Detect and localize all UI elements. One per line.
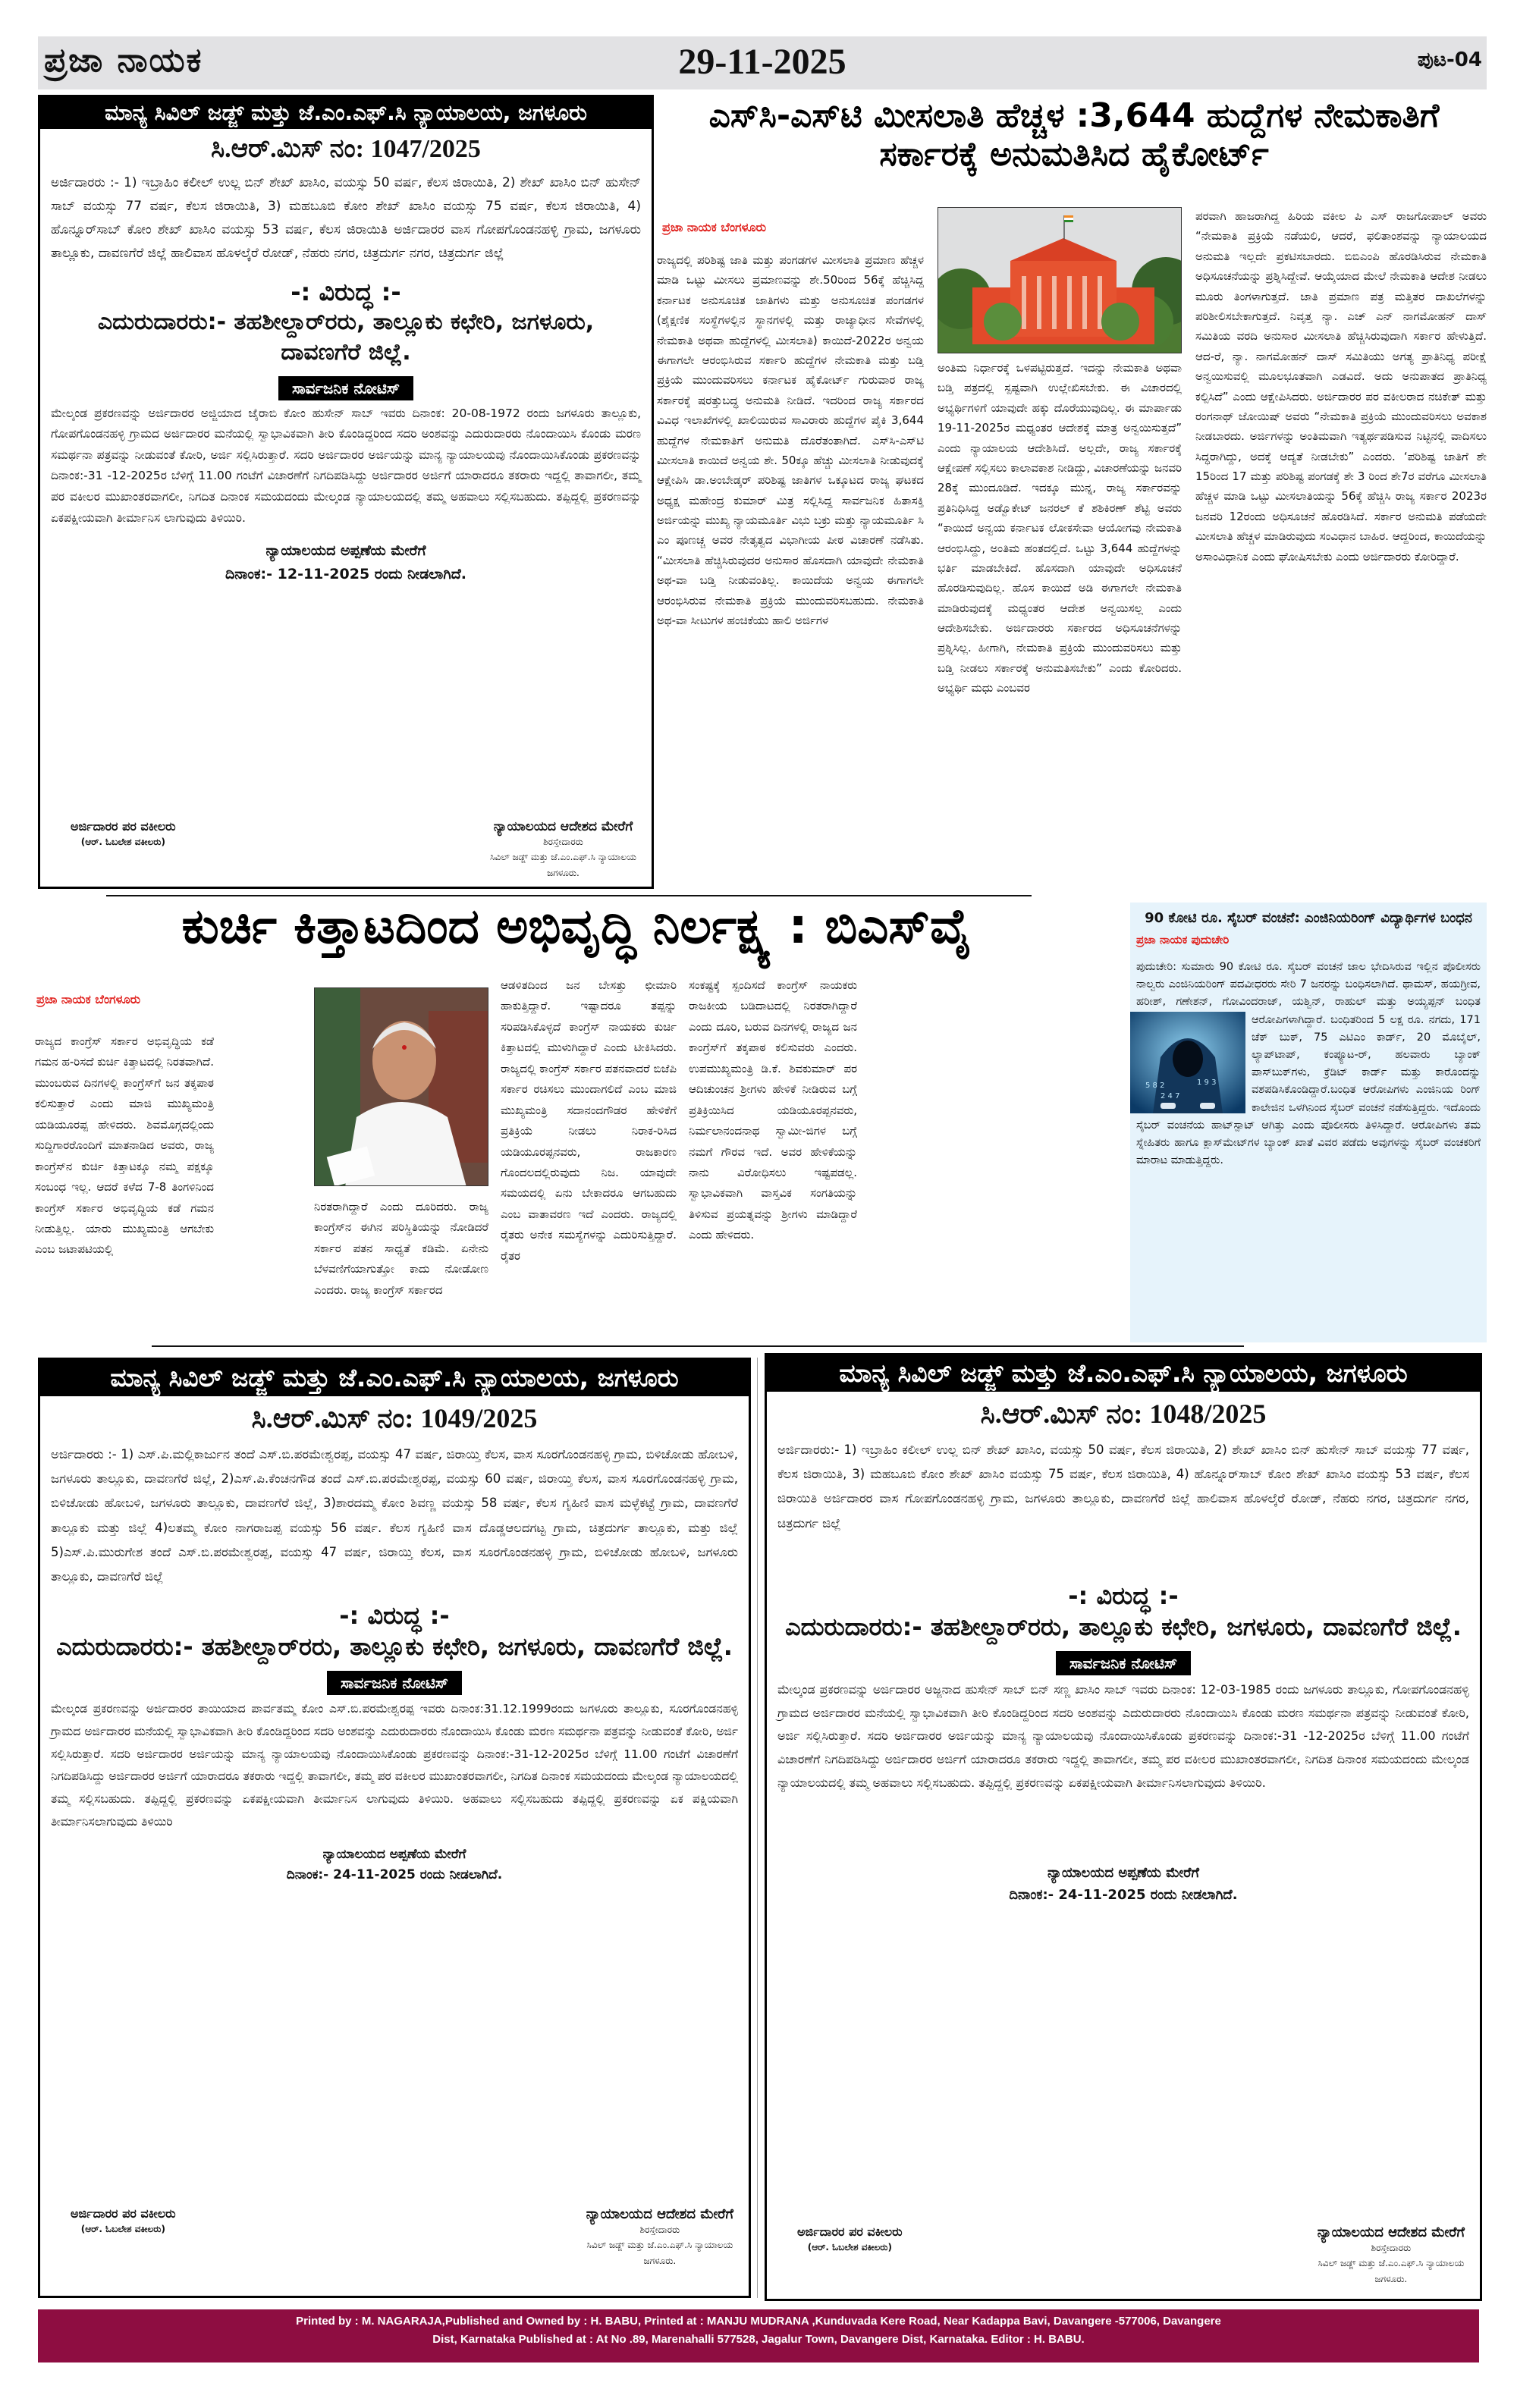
- public-notice-label: ಸಾರ್ವಜನಿಕ ನೋಟಿಸ್: [327, 1671, 462, 1695]
- divider-line: [106, 895, 1032, 896]
- advocate-title: ಅರ್ಜಿದಾರರ ಪರ ವಕೀಲರು: [71, 2206, 176, 2221]
- public-notice-label: ಸಾರ್ವಜನಿಕ ನೋಟಿಸ್: [278, 376, 413, 400]
- respondents: ಎದುರುದಾರರು:- ತಹಶೀಲ್ದಾರ್‌ರರು, ತಾಲ್ಲೂಕು ಕಛೇರಿ, ಜಗಳೂರು, ದಾವಣಗೆರೆ ಜಿಲ್ಲೆ.: [97, 308, 595, 366]
- sheristedar: ಶಿರಸ್ತೇದಾರರು: [639, 2224, 680, 2235]
- public-notice-label: ಸಾರ್ವಜನಿಕ ನೋಟಿಸ್: [1056, 1651, 1191, 1675]
- yediyurappa-image: [315, 988, 488, 1186]
- hacker-photo: [1130, 1012, 1245, 1113]
- hc-dateline: ಪ್ರಜಾ ನಾಯಕ ಬೆಂಗಳೂರು: [662, 220, 767, 234]
- page-number: ಪುಟ-04: [1417, 49, 1482, 71]
- newspaper-name: ಪ್ರಜಾ ನಾಯಕ: [44, 41, 203, 80]
- court-order-title: ನ್ಯಾಯಾಲಯದ ಆದೇಶದ ಮೇರೆಗೆ: [586, 2206, 733, 2222]
- notice-body: ಮೇಲ್ಕಂಡ ಪ್ರಕರಣವನ್ನು ಅರ್ಜಿದಾರರ ಅಜ್ಜಿಯಾದ ಜೈರಾಬಿ ಕೋಂ ಹುಸೇನ್ ಸಾಬ್ ಇವರು ದಿನಾಂಕ: 20-08-1972 ರಂದು ಜಗಳೂರು ತಾಲ್ಲೂಕು, ಗೋಪಗೊಂಡನಹಳ್ಳಿ ಗ್ರಾಮದ ಅರ್ಜಿದಾರರ ಮನೆಯಲ್ಲಿ ಸ್ವಾಭಾವಿಕವಾಗಿ ತೀರಿ ಕೊಂಡಿದ್ದರಿಂದ ಸದರಿ ಅಂಶವನ್ನು ಎದುರುದಾರರು ನೊಂದಾಯಿಸಿ ಕೊಂಡು ಮರಣ ಸಮರ್ಥನಾ ಪತ್ರವನ್ನು ನೀಡುವಂತೆ ಕೋರಿ, ಅರ್ಜಿ ಸಲ್ಲಿಸಿರುತ್ತಾರೆ. ಸದರಿ ಅರ್ಜಿದಾರರ ಅರ್ಜಿಯನ್ನು ಮಾನ್ಯ ನ್ಯಾಯಾಲಯವು ನೊಂದಾಯಿಸಿಕೊಂಡು ಪ್ರಕರಣವನ್ನು ದಿನಾಂಕ:-31 -12-2025ರ ಬೆಳಿಗ್ಗೆ 11.00 ಗಂಟೆಗೆ ವಿಚಾರಣೆಗೆ ನಿಗದಿಪಡಿಸಿದ್ದು ಅರ್ಜಿದಾರರ ಅರ್ಜಿಗೆ ಯಾರಾದರೂ ತಕರಾರು ಇದ್ದಲ್ಲಿ ತಾವಾಗಲೀ, ತಮ್ಮ ಪರ ವಕೀಲರ ಮುಖಾಂತರವಾಗಲೀ, ನಿಗದಿತ ದಿನಾಂಕ ಸಮಯದಂದು ಮೇಲ್ಕಂಡ ನ್ಯಾಯಾಲಯದಲ್ಲಿ ತಮ್ಮ ಅಹವಾಲು ಸಲ್ಲಿಸಬಹುದು. ತಪ್ಪಿದ್ದಲ್ಲಿ ಪ್ರಕರಣವನ್ನು ಏಕಪಕ್ಷೀಯವಾಗಿ ತೀರ್ಮಾನಿಸ ಲಾಗುವುದು ತಿಳಿಯಿರಿ.: [51, 406, 641, 525]
- case-number: ಸಿ.ಆರ್.ಮಿಸ್ ನಂ: 1047/2025: [211, 135, 481, 163]
- court-name-bar: ಮಾನ್ಯ ಸಿವಿಲ್ ಜಡ್ಜ್ ಮತ್ತು ಜೆ.ಎಂ.ಎಫ್.ಸಿ ನ್ಯಾಯಾಲಯ, ಜಗಳೂರು: [767, 1355, 1480, 1392]
- case-number: ಸಿ.ಆರ್.ಮಿಸ್ ನಂ: 1049/2025: [251, 1403, 538, 1433]
- applicants: ಅರ್ಜಿದಾರರು :- 1) ಇಬ್ರಾಹಿಂ ಕಲೀಲ್ ಉಲ್ಲ ಬಿನ್ ಶೇಖ್ ಖಾಸಿಂ, ವಯಸ್ಸು 50 ವರ್ಷ, ಕೆಲಸ ಜಿರಾಯಿತಿ, 2) ಶೇಖ್ ಖಾಸಿಂ ಬಿನ್ ಹುಸೇನ್ ಸಾಬ್ ವಯಸ್ಸು 77 ವರ್ಷ, ಕೆಲಸ ಜಿರಾಯಿತಿ, 3) ಮಹಬೂಬಿ ಕೋಂ ಶೇಖ್ ಖಾಸಿಂ ವಯಸ್ಸು 75 ವರ್ಷ, ಕೆಲಸ ಜಿರಾಯಿತಿ, 4) ಹೊನ್ನೂರ್‌ಸಾಬ್ ಕೋಂ ಶೇಖ್ ಖಾಸಿಂ ವಯಸ್ಸು 53 ವರ್ಷ, ಕೆಲಸ ಜಿರಾಯಿತಿ ಅರ್ಜಿದಾರರ ವಾಸ ಗೋಪಗೊಂಡನಹಳ್ಳಿ ಗ್ರಾಮ, ಜಗಳೂರು ತಾಲ್ಲೂಕು, ದಾವಣಗೆರೆ ಜಿಲ್ಲೆ ಹಾಲಿವಾಸ ಹೊಳಲ್ಕೆರೆ ರೋಡ್, ನೆಹರು ನಗರ, ಚಿತ್ರದುರ್ಗ ನಗರ, ಚಿತ್ರದುರ್ಗ ಜಿಲ್ಲೆ: [51, 175, 641, 261]
- court-notice-1047: [38, 95, 654, 889]
- court-line: ಸಿವಿಲ್ ಜಡ್ಜ್ ಮತ್ತು ಜೆ.ಎಂ.ಎಫ್.ಸಿ ನ್ಯಾಯಾಲಯ: [490, 852, 636, 863]
- cyber-fraud-box: [1130, 903, 1487, 1342]
- signatures: [40, 819, 652, 881]
- hc-column-1: ರಾಜ್ಯದಲ್ಲಿ ಪರಿಶಿಷ್ಟ ಜಾತಿ ಮತ್ತು ಪಂಗಡಗಳ ಮೀಸಲಾತಿ ಪ್ರಮಾಣ ಹೆಚ್ಚಳ ಮಾಡಿ ಒಟ್ಟು ಮೀಸಲು ಪ್ರಮಾಣವನ್ನು ಶೇ.50ರಿಂದ 56ಕ್ಕೆ ಹೆಚ್ಚಿಸಿದ್ದ ಕರ್ನಾಟಕ ಅನುಸೂಚಿತ ಜಾತಿಗಳು ಮತ್ತು ಅನುಸೂಚಿತ ಪಂಗಡಗಳ (ಶೈಕ್ಷಣಿಕ ಸಂಸ್ಥೆಗಳಲ್ಲಿನ ಸ್ಥಾನಗಳಲ್ಲಿ ಮತ್ತು ರಾಜ್ಯಾಧೀನ ಸೇವೆಗಳಲ್ಲಿ ನೇಮಕಾತಿ ಅಥವಾ ಹುದ್ದೆಗಳಲ್ಲಿ ಮೀಸಲಾತಿ) ಕಾಯಿದೆ-2022ರ ಅನ್ವಯ ಈಗಾಗಲೇ ಆರಂಭಿಸಿರುವ ಸರ್ಕಾರಿ ಹುದ್ದೆಗಳ ನೇಮಕಾತಿ ಮತ್ತು ಬಡ್ತಿ ಪ್ರಕ್ರಿಯೆ ಮುಂದುವರಿಸಲು ಕರ್ನಾಟಕ ಹೈಕೋರ್ಟ್ ಗುರುವಾರ ರಾಜ್ಯ ಸರ್ಕಾರಕ್ಕೆ ಷರತ್ತುಬದ್ಧ ಅನುಮತಿ ನೀಡಿದೆ. ಇದರಿಂದ ರಾಜ್ಯ ಸರ್ಕಾರದ ವಿವಿಧ ಇಲಾಖೆಗಳಲ್ಲಿ ಖಾಲಿಯಿರುವ ಸಾವಿರಾರು ಹುದ್ದೆಗಳ ಪೈಕಿ 3,644 ಹುದ್ದೆಗಳ ನೇಮಕಾತಿಗೆ ಅನುಮತಿ ದೊರೆತಂತಾಗಿದೆ. ಎಸ್‌ಸಿ-ಎಸ್‌ಟಿ ಮೀಸಲಾತಿ ಕಾಯಿದೆ ಅನ್ವಯ ಶೇ. 50ಕ್ಕೂ ಹೆಚ್ಚು ಮೀಸಲಾತಿ ನೀಡುವುದಕ್ಕೆ ಆಕ್ಷೇಪಿಸಿ ಡಾ.ಅಂಬೇಡ್ಕರ್ ಪರಿಶಿಷ್ಟ ಜಾತಿಗಳ ಒಕ್ಕೂಟದ ರಾಜ್ಯ ಘಟಕದ ಅಧ್ಯಕ್ಷ ಮಹೇಂದ್ರ ಕುಮಾರ್ ಮಿತ್ರ ಸಲ್ಲಿಸಿದ್ದ ಸಾರ್ವಜನಿಕ ಹಿತಾಸಕ್ತಿ ಅರ್ಜಿಯನ್ನು ಮುಖ್ಯ ನ್ಯಾಯಮೂರ್ತಿ ವಿಭು ಬಕ್ರು ಮತ್ತು ನ್ಯಾಯಮೂರ್ತಿ ಸಿ ಎಂ ಪೂಣಚ್ಚ ಅವರ ನೇತೃತ್ವದ ವಿಭಾಗೀಯ ಪೀಠ ವಿಚಾರಣೆ ನಡೆಸಿತು. “ಮೀಸಲಾತಿ ಹೆಚ್ಚಿಸಿರುವುದರ ಅನುಸಾರ ಹೊಸದಾಗಿ ಯಾವುದೇ ನೇಮಕಾತಿ ಅಥ-ವಾ ಬಡ್ತಿ ನೀಡುವಂತಿಲ್ಲ. ಕಾಯಿದೆಯ ಅನ್ವಯ ಈಗಾಗಲೇ ಆರಂಭಿಸಿರುವ ನೇಮಕಾತಿ ಪ್ರಕ್ರಿಯೆ ಮುಂದುವರಿಸಬಹುದು. ನೇಮಕಾತಿ ಅಥ-ವಾ ಸೀಟುಗಳ ಹಂಚಿಕೆಯು ಹಾಲಿ ಅರ್ಜಿಗಳ: [657, 253, 924, 628]
- order-block: [40, 539, 652, 586]
- imprint-footer: [38, 2309, 1479, 2362]
- bsy-column-2: ನಿರತರಾಗಿದ್ದಾರೆ ಎಂದು ದೂರಿದರು. ರಾಜ್ಯ ಕಾಂಗ್ರೆಸ್‌ನ ಈಗಿನ ಪರಿಸ್ಥಿತಿಯನ್ನು ನೋಡಿದರೆ ಸರ್ಕಾರ ಪತನ ಸಾಧ್ಯತೆ ಕಡಿಮೆ. ಏನೇನು ಬೆಳವಣಿಗೆಯಾಗುತ್ತೋ ಕಾದು ನೋಡೋಣ ಎಂದರು. ರಾಜ್ಯ ಕಾಂಗ್ರೆಸ್ ಸರ್ಕಾರದ: [314, 1200, 488, 1297]
- cyber-headline: 90 ಕೋಟಿ ರೂ. ಸೈಬರ್ ವಂಚನೆ: ಎಂಜಿನಿಯರಿಂಗ್ ವಿದ್ಯಾರ್ಥಿಗಳ ಬಂಧನ: [1145, 910, 1472, 926]
- court-name-bar: ಮಾನ್ಯ ಸಿವಿಲ್ ಜಡ್ಜ್ ಮತ್ತು ಜೆ.ಎಂ.ಎಫ್.ಸಿ ನ್ಯಾಯಾಲಯ, ಜಗಳೂರು: [40, 1360, 749, 1396]
- advocate-name: (ಆರ್. ಓಬಲೇಶ ವಕೀಲರು): [80, 2223, 165, 2234]
- court-place: ಜಗಳೂರು.: [1374, 2273, 1408, 2284]
- order-label: ನ್ಯಾಯಾಲಯದ ಅಪ್ಪಣೆಯ ಮೇರೆಗೆ: [322, 1846, 466, 1862]
- hc-headline: ಎಸ್‌ಸಿ-ಎಸ್‌ಟಿ ಮೀಸಲಾತಿ ಹೆಚ್ಚಳ :3,644 ಹುದ್ದೆಗಳ ನೇಮಕಾತಿಗೆ ಸರ್ಕಾರಕ್ಕೆ ಅನುಮತಿಸಿದ ಹೈಕೋರ್ಟ್: [708, 96, 1440, 174]
- court-place: ಜಗಳೂರು.: [547, 867, 579, 878]
- court-line: ಸಿವಿಲ್ ಜಡ್ಜ್ ಮತ್ತು ಜೆ.ಎಂ.ಎಫ್.ಸಿ ನ್ಯಾಯಾಲಯ: [1318, 2258, 1465, 2269]
- advocate-title: ಅರ್ಜಿದಾರರ ಪರ ವಕೀಲರು: [797, 2224, 903, 2239]
- advocate-signature: [797, 2224, 903, 2287]
- cyber-body-bottom: ಬಂಧಿತರಿಂದ 5 ಲಕ್ಷ ರೂ. ನಗದು, 171 ಚೆಕ್ ಬುಕ್, 75 ಎಟಿಎಂ ಕಾರ್ಡ್, 20 ಮೊಬೈಲ್, ಲ್ಯಾಪ್‌ಟಾಪ್, ಕಂಪ್ಯೂಟ-ರ್, ಹಲವಾರು ಬ್ಯಾಂಕ್ ಪಾಸ್‌ಬುಕ್‌ಗಳು, ಕ್ರೆಡಿಟ್ ಕಾರ್ಡ್ ಮತ್ತು ಕಾರೊಂದನ್ನು ವಶಪಡಿಸಿಕೊಂಡಿದ್ದಾರೆ.ಬಂಧಿತ ಆರೋಪಿಗಳು ಎಂಜಿನಿಯ ರಿಂಗ್ ಕಾಲೇಜಿನ ಒಳಗಿನಿಂದ ಸೈಬರ್ ವಂಚನೆ ನಡೆಸುತ್ತಿದ್ದರು. ಇದೊಂದು ಸೈಬರ್ ವಂಚನೆಯ ಹಾಟ್‌ಸ್ಪಾಟ್ ಆಗಿತ್ತು ಎಂದು ಪೊಲೀಸರು ತಿಳಿಸಿದ್ದಾರೆ. ಆರೋಪಿಗಳು ತಮ ಸ್ನೇಹಿತರು ಹಾಗೂ ಕ್ಲಾಸ್‌ಮೇಟ್‌ಗಳ ಬ್ಯಾಂಕ್ ಖಾತೆ ವಿವರ ಪಡೆದು ಅವುಗಳನ್ನು ಸೈಬರ್ ವಂಚಕರಿಗೆ ಮಾರಾಟ ಮಾಡುತ್ತಿದ್ದರು.: [1136, 1013, 1481, 1167]
- imprint-line-2: Dist, Karnataka Published at : At No .89, Marenahalli 577528, Jagalur Town, Davangere Dist, Karnataka. Editor : H. BABU.: [432, 2333, 1085, 2346]
- yediyurappa-photo: [314, 987, 488, 1186]
- bsy-column-3: ಆಡಳಿತದಿಂದ ಜನ ಬೇಸತ್ತು ಛೀಮಾರಿ ಹಾಕುತ್ತಿದ್ದಾರೆ. ಇಷ್ಟಾದರೂ ತಪ್ಪನ್ನು ಸರಿಪಡಿಸಿಕೊಳ್ಳದೆ ಕಾಂಗ್ರೆಸ್ ನಾಯಕರು ಕುರ್ಚಿ ಕಿತ್ತಾಟದಲ್ಲಿ ಮುಳುಗಿದ್ದಾರೆ ಎಂದು ಟೀಕಿಸಿದರು. ರಾಜ್ಯದಲ್ಲಿ ಕಾಂಗ್ರೆಸ್ ಸರ್ಕಾರ ಪತನವಾದರೆ ಬಿಜೆಪಿ ಸರ್ಕಾರ ರಚಿಸಲು ಮುಂದಾಗಲಿದೆ ಎಂಬ ಮಾಜಿ ಮುಖ್ಯಮಂತ್ರಿ ಸದಾನಂದಗೌಡರ ಹೇಳಿಕೆಗೆ ಪ್ರತಿಕ್ರಿಯೆ ನೀಡಲು ನಿರಾಕ-ರಿಸಿದ ಯಡಿಯೂರಪ್ಪನವರು, ರಾಜಕಾರಣ ಗೊಂದಲದಲ್ಲಿರುವುದು ನಿಜ. ಯಾವುದೇ ಸಮಯದಲ್ಲಿ ಏನು ಬೇಕಾದರೂ ಆಗಬಹುದು ಎಂಬ ವಾತಾವರಣ ಇದೆ ಎಂದರು. ರಾಜ್ಯದಲ್ಲಿ ರೈತರು ಅನೇಕ ಸಮಸ್ಯೆಗಳನ್ನು ಎದುರಿಸುತ್ತಿದ್ದಾರೆ. ರೈತರ: [501, 978, 677, 1263]
- bsy-column-4: ಸಂಕಷ್ಟಕ್ಕೆ ಸ್ಪಂದಿಸದೆ ಕಾಂಗ್ರೆಸ್ ನಾಯಕರು ರಾಜಕೀಯ ಬಡಿದಾಟದಲ್ಲಿ ನಿರತರಾಗಿದ್ದಾರೆ ಎಂದು ದೂರಿ, ಬರುವ ದಿನಗಳಲ್ಲಿ ರಾಜ್ಯದ ಜನ ಕಾಂಗ್ರೆಸ್‌ಗೆ ತಕ್ಕಪಾಠ ಕಲಿಸುವರು ಎಂದರು. ಉಪಮುಖ್ಯಮಂತ್ರಿ ಡಿ.ಕೆ. ಶಿವಕುಮಾರ್ ಪರ ಆದಿಚುಂಚನ ಶ್ರೀಗಳು ಹೇಳಿಕೆ ನೀಡಿರುವ ಬಗ್ಗೆ ಪ್ರತಿಕ್ರಿಯಿಸಿದ ಯಡಿಯೂರಪ್ಪನವರು, ನಿರ್ಮಲಾನಂದನಾಥ ಸ್ವಾಮೀ-ಜಿಗಳ ಬಗ್ಗೆ ನಮಗೆ ಗೌರವ ಇದೆ. ಅವರ ಹೇಳಿಕೆಯನ್ನು ನಾನು ವಿರೋಧಿಸಲು ಇಷ್ಟಪಡಲ್ಲ. ಸ್ವಾಭಾವಿಕವಾಗಿ ವಾಸ್ತವಿಕ ಸಂಗತಿಯನ್ನು ತಿಳಿಸುವ ಪ್ರಯತ್ನವನ್ನು ಶ್ರೀಗಳು ಮಾಡಿದ್ದಾರೆ ಎಂದು ಹೇಳಿದರು.: [689, 978, 857, 1242]
- advocate-name: (ಆರ್. ಓಬಲೇಶ ವಕೀಲರು): [80, 836, 165, 847]
- svg-text:5 8 2: 5 8 2: [1145, 1081, 1165, 1090]
- versus-label: -: ವಿರುದ್ಧ :-: [339, 1601, 450, 1631]
- divider-line: [152, 1345, 1244, 1347]
- high-court-building-image: [938, 208, 1182, 353]
- issued-date: ದಿನಾಂಕ:- 24-11-2025 ರಂದು ನೀಡಲಾಗಿದೆ.: [286, 1866, 503, 1882]
- svg-text:1 9 3: 1 9 3: [1197, 1078, 1217, 1087]
- high-court-photo: [938, 207, 1182, 353]
- hacker-image: [1130, 1012, 1245, 1113]
- bsy-dateline: ಪ್ರಜಾ ನಾಯಕ ಬೆಂಗಳೂರು: [36, 992, 141, 1006]
- versus-label: -: ವಿರುದ್ಧ :-: [1068, 1581, 1179, 1610]
- advocate-signature: [71, 2206, 176, 2268]
- signatures: [767, 2224, 1480, 2287]
- issued-date: ದಿನಾಂಕ:- 12-11-2025 ರಂದು ನೀಡಲಾಗಿದೆ.: [225, 565, 466, 582]
- cyber-body: [1136, 959, 1481, 1169]
- applicants: ಅರ್ಜಿದಾರರು:- 1) ಇಬ್ರಾಹಿಂ ಕಲೀಲ್ ಉಲ್ಲ ಬಿನ್ ಶೇಖ್ ಖಾಸಿಂ, ವಯಸ್ಸು 50 ವರ್ಷ, ಕೆಲಸ ಜಿರಾಯಿತಿ, 2) ಶೇಖ್ ಖಾಸಿಂ ಬಿನ್ ಹುಸೇನ್ ಸಾಬ್ ವಯಸ್ಸು 77 ವರ್ಷ, ಕೆಲಸ ಜಿರಾಯಿತಿ, 3) ಮಹಬೂಬಿ ಕೋಂ ಶೇಖ್ ಖಾಸಿಂ ವಯಸ್ಸು 75 ವರ್ಷ, ಕೆಲಸ ಜಿರಾಯಿತಿ, 4) ಹೊನ್ನೂರ್‌ಸಾಬ್ ಕೋಂ ಶೇಖ್ ಖಾಸಿಂ ವಯಸ್ಸು 53 ವರ್ಷ, ಕೆಲಸ ಜಿರಾಯಿತಿ ಅರ್ಜಿದಾರರ ವಾಸ ಗೋಪಗೊಂಡನಹಳ್ಳಿ ಗ್ರಾಮ, ಜಗಳೂರು ತಾಲ್ಲೂಕು, ದಾವಣಗೆರೆ ಜಿಲ್ಲೆ ಹಾಲಿವಾಸ ಹೊಳಲ್ಕೆರೆ ರೋಡ್, ನೆಹರು ನಗರ, ಚಿತ್ರದುರ್ಗ ನಗರ, ಚಿತ್ರದುರ್ಗ ಜಿಲ್ಲೆ: [777, 1443, 1469, 1531]
- cyber-dateline: ಪ್ರಜಾ ನಾಯಕ ಪುದುಚೇರಿ: [1136, 933, 1230, 947]
- masthead: [38, 36, 1487, 89]
- sheristedar: ಶಿರಸ್ತೇದಾರರು: [1371, 2242, 1412, 2253]
- issue-date: 29-11-2025: [678, 42, 846, 82]
- advocate-signature: [71, 819, 176, 881]
- court-order-title: ನ್ಯಾಯಾಲಯದ ಆದೇಶದ ಮೇರೆಗೆ: [1317, 2224, 1465, 2240]
- court-signature: [586, 2206, 733, 2268]
- court-line: ಸಿವಿಲ್ ಜಡ್ಜ್ ಮತ್ತು ಜೆ.ಎಂ.ಎಫ್.ಸಿ ನ್ಯಾಯಾಲಯ: [586, 2240, 733, 2251]
- order-block: [40, 1844, 749, 1885]
- court-signature: [490, 819, 636, 881]
- advocate-title: ಅರ್ಜಿದಾರರ ಪರ ವಕೀಲರು: [71, 818, 176, 834]
- cyber-body-top: ಪುದುಚೇರಿ: ಸುಮಾರು 90 ಕೋಟಿ ರೂ. ಸೈಬರ್ ವಂಚನೆ ಜಾಲ ಭೇದಿಸಿರುವ ಇಲ್ಲಿನ ಪೊಲೀಸರು ನಾಲ್ವರು ಎಂಜಿನಿಯರಿಂಗ್ ಪದವೀಧರರು ಸೇರಿ 7 ಜನರನ್ನು ಬಂಧಿಸಲಾಗಿದೆ. ಥಾಮಸ್, ಹಯಗ್ರೀವ, ಹರೀಶ್, ಗಣೇಶನ್, ಗೋವಿಂದರಾಜ್, ಯಶ್ವಿನ್, ರಾಹುಲ್ ಮತ್ತು ಅಯ್ಯಪ್ಪನ್ ಬಂಧಿತ ಆರೋಪಿಗಳಾಗಿದ್ದಾರೆ.: [1136, 961, 1481, 1026]
- hc-column-3: ಪರವಾಗಿ ಹಾಜರಾಗಿದ್ದ ಹಿರಿಯ ವಕೀಲ ಪಿ ಎಸ್ ರಾಜಗೋಪಾಲ್ ಅವರು “ನೇಮಕಾತಿ ಪ್ರಕ್ರಿಯೆ ನಡೆಯಲಿ, ಆದರೆ, ಫಲಿತಾಂಶವನ್ನು ನ್ಯಾಯಾಲಯದ ಅನುಮತಿ ಇಲ್ಲದೇ ಪ್ರಕಟಿಸಬಾರದು. ಬಿಬಿಎಂಪಿ ಹೊರಡಿಸಿರುವ ನೇಮಕಾತಿ ಅಧಿಸೂಚನೆಯನ್ನು ಪ್ರಶ್ನಿಸಿದ್ದೇವೆ. ಆಯ್ಕೆಯಾದ ಮೇಲೆ ನೇಮಕಾತಿ ಆದೇಶ ನೀಡಲು ಮೂರು ತಿಂಗಳಾಗುತ್ತದೆ. ಜಾತಿ ಪ್ರಮಾಣ ಪತ್ರ ಮತ್ತಿತರ ದಾಖಲೆಗಳನ್ನು ಪರಿಶೀಲಿಸಬೇಕಾಗುತ್ತದೆ. ನಿವೃತ್ತ ನ್ಯಾ. ಎಚ್ ಎನ್ ನಾಗಮೋಹನ್ ದಾಸ್ ಸಮಿತಿಯ ವರದಿ ಅನುಸಾರ ಮೀಸಲಾತಿ ಹೆಚ್ಚಿಸಿರುವುದಾಗಿ ಸರ್ಕಾರ ಹೇಳುತ್ತಿದೆ. ಆದ-ರೆ, ನ್ಯಾ. ನಾಗಮೋಹನ್ ದಾಸ್ ಸಮಿತಿಯು ಅಗತ್ಯ ಪ್ರಾತಿನಿಧ್ಯ ಪರೀಕ್ಷೆ ಅನ್ವಯಿಸುವಲ್ಲಿ ಮೂಲಭೂತವಾಗಿ ಎಡವಿದೆ. ಅದು ಅನುಪಾತದ ಪ್ರಾತಿನಿಧ್ಯ ಕಲ್ಪಿಸಿದೆ” ಎಂದು ಆಕ್ಷೇಪಿಸಿದರು. ಅರ್ಜಿದಾರರ ಪರ ವಕೀಲರಾದ ನಚಿಕೇತ್ ಮತ್ತು ರಂಗನಾಥ್ ಜೋಯಿಷ್ ಅವರು “ನೇಮಕಾತಿ ಪ್ರಕ್ರಿಯೆ ಮುಂದುವರಿಸಲು ಅವಕಾಶ ನೀಡಬಾರದು. ಅರ್ಜಿಗಳನ್ನು ಅಂತಿಮವಾಗಿ ಇತ್ಯರ್ಥಪಡಿಸುವ ನಿಟ್ಟಿನಲ್ಲಿ ವಾದಿಸಲು ಸಿದ್ಧರಾಗಿದ್ದು, ಅದಕ್ಕೆ ಆದ್ಯತೆ ನೀಡಬೇಕು” ಎಂದರು. ‘ಪರಿಶಿಷ್ಟ ಜಾತಿಗೆ ಶೇ 15ರಿಂದ 17 ಮತ್ತು ಪರಿಶಿಷ್ಟ ಪಂಗಡಕ್ಕೆ ಶೇ 3 ರಿಂದ ಶೇ7ರ ವರೆಗೂ ಮೀಸಲಾತಿ ಹೆಚ್ಚಳ ಮಾಡಿ ಒಟ್ಟು ಮೀಸಲಾತಿಯನ್ನು 56ಕ್ಕೆ ಹೆಚ್ಚಿಸಿ ರಾಜ್ಯ ಸರ್ಕಾರ 2023ರ ಜನವರಿ 12ರಂದು ಅಧಿಸೂಚನೆ ಹೊರಡಿಸಿದೆ. ಸರ್ಕಾರ ಅನುಮತಿ ಪಡೆಯದೇ ಮೀಸಲಾತಿ ಹೆಚ್ಚಳ ಮಾಡಿರುವುದು ಸಂವಿಧಾನ ಬಾಹಿರ. ಆದ್ದರಿಂದ, ಕಾಯಿದೆಯನ್ನು ಅಸಾಂವಿಧಾನಿಕ ಎಂದು ಘೋಷಿಸಬೇಕು ಎಂದು ಅರ್ಜಿದಾರರು ಕೋರಿದ್ದಾರೆ.: [1195, 209, 1487, 564]
- sheristedar: ಶಿರಸ್ತೇದಾರರು: [543, 836, 583, 847]
- respondents: ಎದುರುದಾರರು:- ತಹಶೀಲ್ದಾರ್‌ರರು, ತಾಲ್ಲೂಕು ಕಛೇರಿ, ಜಗಳೂರು, ದಾವಣಗೆರೆ ಜಿಲ್ಲೆ.: [785, 1612, 1462, 1641]
- advocate-name: (ಆರ್. ಓಬಲೇಶ ವಕೀಲರು): [807, 2241, 892, 2253]
- applicants: ಅರ್ಜಿದಾರರು :- 1) ಎಸ್.ಪಿ.ಮಲ್ಲಿಕಾರ್ಜುನ ತಂದೆ ಎಸ್.ಬಿ.ಪರಮೇಶ್ವರಪ್ಪ, ವಯಸ್ಸು 47 ವರ್ಷ, ಜಿರಾಯ್ತಿ ಕೆಲಸ, ವಾಸ ಸೂರಗೊಂಡನಹಳ್ಳಿ ಗ್ರಾಮ, ಬಿಳಿಚೋಡು ಹೋಬಳಿ, ಜಗಳೂರು ತಾಲ್ಲೂಕು, ದಾವಣಗೆರೆ ಜಿಲ್ಲೆ, 2)ಎಸ್.ಪಿ.ಕೆಂಚನಗೌಡ ತಂದೆ ಎಸ್.ಬಿ.ಪರಮೇಶ್ವರಪ್ಪ, ವಯಸ್ಸು 60 ವರ್ಷ, ಜಿರಾಯ್ತಿ ಕೆಲಸ, ವಾಸ ಸೂರಗೊಂಡನಹಳ್ಳಿ ಗ್ರಾಮ, ಬಿಳಿಚೋಡು ಹೋಬಳಿ, ಜಗಳೂರು ತಾಲ್ಲೂಕು, ದಾವಣಗೆರೆ ಜಿಲ್ಲೆ, 3)ಶಾರದಮ್ಮ ಕೋಂ ಶಿವಣ್ಣ ವಯಸ್ಸು 58 ವರ್ಷ, ಕೆಲಸ ಗೃಹಿಣಿ ವಾಸ ಮಳ್ಳೆಕಟ್ಟೆ ಗ್ರಾಮ, ದಾವಣಗೆರೆ ತಾಲ್ಲೂಕು ಮತ್ತು ಜಿಲ್ಲೆ 4)ಲತಮ್ಮ ಕೋಂ ನಾಗರಾಜಪ್ಪ ವಯಸ್ಸು 56 ವರ್ಷ. ಕೆಲಸ ಗೃಹಿಣಿ ವಾಸ ದೊಡ್ಡಆಲದಗಟ್ಟ ಗ್ರಾಮ, ಚಿತ್ರದುರ್ಗ ತಾಲ್ಲೂಕು, ಮತ್ತು ಜಿಲ್ಲೆ 5)ಎಸ್.ಪಿ.ಮುರುಗೇಶ ತಂದೆ ಎಸ್.ಬಿ.ಪರಮೇಶ್ವರಪ್ಪ, ವಯಸ್ಸು 47 ವರ್ಷ, ಜಿರಾಯ್ತಿ ಕೆಲಸ, ವಾಸ ಸೂರಗೊಂಡನಹಳ್ಳಿ ಗ್ರಾಮ, ಬಿಳಿಚೋಡು ಹೋಬಳಿ, ಜಗಳೂರು ತಾಲ್ಲೂಕು, ದಾವಣಗೆರೆ ಜಿಲ್ಲೆ: [51, 1447, 738, 1584]
- respondents: ಎದುರುದಾರರು:- ತಹಶೀಲ್ದಾರ್‌ರರು, ತಾಲ್ಲೂಕು ಕಛೇರಿ, ಜಗಳೂರು, ದಾವಣಗೆರೆ ಜಿಲ್ಲೆ.: [56, 1632, 733, 1662]
- imprint-line-1: Printed by : M. NAGARAJA,Published and Owned by : H. BABU, Printed at : MANJU MUDRANA ,Kunduvada Kere Road, Near Kadappa Bavi, Davangere -577006, Davangere: [296, 2315, 1221, 2328]
- court-signature: [1318, 2224, 1465, 2287]
- versus-label: -: ವಿರುದ್ಧ :-: [291, 277, 401, 306]
- court-place: ಜಗಳೂರು.: [643, 2255, 677, 2266]
- notice-body: ಮೇಲ್ಕಂಡ ಪ್ರಕರಣವನ್ನು ಅರ್ಜಿದಾರರ ಅಜ್ಜನಾದ ಹುಸೇನ್ ಸಾಬ್ ಬಿನ್ ಸಣ್ಣ ಖಾಸಿಂ ಸಾಬ್ ಇವರು ದಿನಾಂಕ: 12-03-1985 ರಂದು ಜಗಳೂರು ತಾಲ್ಲೂಕು, ಗೋಪಗೊಂಡನಹಳ್ಳಿ ಗ್ರಾಮದ ಅರ್ಜಿದಾರರ ಮನೆಯಲ್ಲಿ ಸ್ವಾಭಾವಿಕವಾಗಿ ತೀರಿ ಕೊಂಡಿದ್ದರಿಂದ ಸದರಿ ಅಂಶವನ್ನು ಎದುರುದಾರರು ನೊಂದಾಯಿಸಿ ಕೊಂಡು ಮರಣ ಸಮರ್ಥನಾ ಪತ್ರವನ್ನು ನೀಡುವಂತೆ ಕೋರಿ, ಅರ್ಜಿ ಸಲ್ಲಿಸಿರುತ್ತಾರೆ. ಸದರಿ ಅರ್ಜಿದಾರರ ಅರ್ಜಿಯನ್ನು ಮಾನ್ಯ ನ್ಯಾಯಾಲಯವು ನೊಂದಾಯಿಸಿಕೊಂಡು ಪ್ರಕರಣವನ್ನು ದಿನಾಂಕ:-31 -12-2025ರ ಬೆಳಿಗ್ಗೆ 11.00 ಗಂಟೆಗೆ ವಿಚಾರಣೆಗೆ ನಿಗದಿಪಡಿಸಿದ್ದು ಅರ್ಜಿದಾರರ ಅರ್ಜಿಗೆ ಯಾರಾದರೂ ತಕರಾರು ಇದ್ದಲ್ಲಿ ತಾವಾಗಲೀ, ತಮ್ಮ ಪರ ವಕೀಲರ ಮುಖಾಂತರವಾಗಲೀ, ನಿಗದಿತ ದಿನಾಂಕ ಸಮಯದಂದು ಮೇಲ್ಕಂಡ ನ್ಯಾಯಾಲಯದಲ್ಲಿ ತಮ್ಮ ಅಹವಾಲು ಸಲ್ಲಿಸಬಹುದು. ತಪ್ಪಿದ್ದಲ್ಲಿ ಪ್ರಕರಣವನ್ನು ಏಕಪಕ್ಷೀಯವಾಗಿ ತೀರ್ಮಾನಿಸಲಾಗುವುದು ತಿಳಿಯಿರಿ.: [777, 1681, 1469, 1790]
- issued-date: ದಿನಾಂಕ:- 24-11-2025 ರಂದು ನೀಡಲಾಗಿದೆ.: [1009, 1887, 1238, 1904]
- case-number: ಸಿ.ಆರ್.ಮಿಸ್ ನಂ: 1048/2025: [980, 1399, 1267, 1429]
- order-label: ನ್ಯಾಯಾಲಯದ ಅಪ್ಪಣೆಯ ಮೇರೆಗೆ: [265, 542, 426, 560]
- signatures: [40, 2206, 749, 2268]
- court-order-title: ನ್ಯಾಯಾಲಯದ ಆದೇಶದ ಮೇರೆಗೆ: [493, 818, 633, 834]
- notice-body: ಮೇಲ್ಕಂಡ ಪ್ರಕರಣವನ್ನು ಅರ್ಜಿದಾರರ ತಾಯಿಯಾದ ಪಾರ್ವತಮ್ಮ ಕೋಂ ಎಸ್.ಬಿ.ಪರಮೇಶ್ವರಪ್ಪ ಇವರು ದಿನಾಂಕ:31.12.1999ರಂದು ಜಗಳೂರು ತಾಲ್ಲೂಕು, ಸೂರಗೊಂಡನಹಳ್ಳಿ ಗ್ರಾಮದ ಅರ್ಜಿದಾರರ ಮನೆಯಲ್ಲಿ ಸ್ವಾಭಾವಿಕವಾಗಿ ತೀರಿ ಕೊಂಡಿದ್ದರಿಂದ ಸದರಿ ಅಂಶವನ್ನು ಎದುರುದಾರರು ನೊಂದಾಯಿಸಿ ಕೊಂಡು ಮರಣ ಸಮರ್ಥನಾ ಪತ್ರವನ್ನು ನೀಡುವಂತೆ ಕೋರಿ, ಅರ್ಜಿ ಸಲ್ಲಿಸಿರುತ್ತಾರೆ. ಸದರಿ ಅರ್ಜಿದಾರರ ಅರ್ಜಿಯನ್ನು ಮಾನ್ಯ ನ್ಯಾಯಾಲಯವು ನೊಂದಾಯಿಸಿಕೊಂಡು ಪ್ರಕರಣವನ್ನು ದಿನಾಂಕ:-31-12-2025ರ ಬೆಳಿಗ್ಗೆ 11.00 ಗಂಟೆಗೆ ವಿಚಾರಣೆಗೆ ನಿಗದಿಪಡಿಸಿದ್ದು ಅರ್ಜಿದಾರರ ಅರ್ಜಿಗೆ ಯಾರಾದರೂ ತಕರಾರು ಇದ್ದಲ್ಲಿ ತಾವಾಗಲೀ, ತಮ್ಮ ಪರ ವಕೀಲರ ಮುಖಾಂತರವಾಗಲೀ, ನಿಗದಿತ ದಿನಾಂಕ ಸಮಯದಂದು ಮೇಲ್ಕಂಡ ನ್ಯಾಯಾಲಯದಲ್ಲಿ ತಮ್ಮ ಸಲ್ಲಿಸಬಹುದು. ತಪ್ಪಿದ್ದಲ್ಲಿ ಪ್ರಕರಣವನ್ನು ಏಕಪಕ್ಷೀಯವಾಗಿ ತೀರ್ಮಾನಿಸ ಲಾಗುವುದು ತಿಳಿಯಿರಿ. ಅಹವಾಲು ಸಲ್ಲಿಸಬಹುದು ತಪ್ಪಿದ್ದಲ್ಲಿ ಪ್ರಕರಣವನ್ನು ಏಕ ಪಕ್ಷಿಯವಾಗಿ ತೀರ್ಮಾನಿಸಲಾಗುವುದು ತಿಳಿಯಿರಿ: [51, 1702, 738, 1829]
- hc-column-2: ಅಂತಿಮ ನಿರ್ಧಾರಕ್ಕೆ ಒಳಪಟ್ಟಿರುತ್ತದೆ. ಇದನ್ನು ನೇಮಕಾತಿ ಅಥವಾ ಬಡ್ತಿ ಪತ್ರದಲ್ಲಿ ಸ್ಪಷ್ಟವಾಗಿ ಉಲ್ಲೇಖಿಸಬೇಕು. ಈ ವಿಚಾರದಲ್ಲಿ ಅಭ್ಯರ್ಥಿಗಳಿಗೆ ಯಾವುದೇ ಹಕ್ಕು ದೊರೆಯುವುದಿಲ್ಲ. ಈ ಮಾರ್ಪಾಡು 19-11-2025ರ ಮಧ್ಯಂತರ ಆದೇಶಕ್ಕೆ ಮಾತ್ರ ಅನ್ವಯಿಸುತ್ತದೆ” ಎಂದು ನ್ಯಾಯಾಲಯ ಆದೇಶಿಸಿದೆ. ಅಲ್ಲದೇ, ರಾಜ್ಯ ಸರ್ಕಾರಕ್ಕೆ ಆಕ್ಷೇಪಣೆ ಸಲ್ಲಿಸಲು ಕಾಲಾವಕಾಶ ನೀಡಿದ್ದು, ವಿಚಾರಣೆಯನ್ನು ಜನವರಿ 28ಕ್ಕೆ ಮುಂದೂಡಿದೆ. ಇದಕ್ಕೂ ಮುನ್ನ, ರಾಜ್ಯ ಸರ್ಕಾರವನ್ನು ಪ್ರತಿನಿಧಿಸಿದ್ದ ಅಡ್ವೊಕೇಟ್ ಜನರಲ್ ಕೆ ಶಶಿಕಿರಣ್ ಶೆಟ್ಟಿ ಅವರು “ಕಾಯಿದೆ ಅನ್ವಯ ಕರ್ನಾಟಕ ಲೋಕಸೇವಾ ಆಯೋಗವು ನೇಮಕಾತಿ ಆರಂಭಿಸಿದ್ದು, ಅಂತಿಮ ಹಂತದಲ್ಲಿದೆ. ಒಟ್ಟು 3,644 ಹುದ್ದೆಗಳನ್ನು ಭರ್ತಿ ಮಾಡಬೇಕಿದೆ. ಹೊಸದಾಗಿ ಯಾವುದೇ ಅಧಿಸೂಚನೆ ಹೊರಡಿಸುವುದಿಲ್ಲ. ಹೊಸ ಕಾಯಿದೆ ಅಡಿ ಈಗಾಗಲೇ ನೇಮಕಾತಿ ಮಾಡಿರುವುದಕ್ಕೆ ಮಧ್ಯಂತರ ಆದೇಶ ಅನ್ವಯಿಸಲ್ಲ ಎಂದು ಆದೇಶಿಸಬೇಕು. ಅರ್ಜಿದಾರರು ಸರ್ಕಾರದ ಅಧಿಸೂಚನೆಗಳನ್ನು ಪ್ರಶ್ನಿಸಿಲ್ಲ. ಹೀಗಾಗಿ, ನೇಮಕಾತಿ ಪ್ರಕ್ರಿಯೆ ಮುಂದುವರಿಸಲು ಮತ್ತು ಬಡ್ತಿ ನೀಡಲು ಸರ್ಕಾರಕ್ಕೆ ಅನುಮತಿಸಬೇಕು” ಎಂದು ಕೋರಿದರು. ಅಭ್ಯರ್ಥಿ ಮಧು ಎಂಬವರ: [938, 361, 1182, 695]
- bsy-column-1: ರಾಜ್ಯದ ಕಾಂಗ್ರೆಸ್ ಸರ್ಕಾರ ಅಭಿವೃದ್ಧಿಯ ಕಡೆ ಗಮನ ಹ-ರಿಸದೆ ಕುರ್ಚಿ ಕಿತ್ತಾಟದಲ್ಲಿ ನಿರತವಾಗಿದೆ. ಮುಂಬರುವ ದಿನಗಳಲ್ಲಿ ಕಾಂಗ್ರೆಸ್‌ಗೆ ಜನ ತಕ್ಕಪಾಠ ಕಲಿಸುತ್ತಾರೆ ಎಂದು ಮಾಜಿ ಮುಖ್ಯಮಂತ್ರಿ ಯಡಿಯೂರಪ್ಪ ಹೇಳಿದರು. ಶಿವಮೊಗ್ಗದಲ್ಲಿಂದು ಸುದ್ದಿಗಾರರೊಂದಿಗೆ ಮಾತನಾಡಿದ ಅವರು, ರಾಜ್ಯ ಕಾಂಗ್ರೆಸ್‌ನ ಕುರ್ಚಿ ಕಿತ್ತಾಟಕ್ಕೂ ನಮ್ಮ ಪಕ್ಷಕ್ಕೂ ಸಂಬಂಧ ಇಲ್ಲ. ಆದರೆ ಕಳೆದ 7-8 ತಿಂಗಳಿನಿಂದ ಕಾಂಗ್ರೆಸ್ ಸರ್ಕಾರ ಅಭಿವೃದ್ಧಿಯ ಕಡೆ ಗಮನ ನೀಡುತ್ತಿಲ್ಲ. ಯಾರು ಮುಖ್ಯಮಂತ್ರಿ ಆಗಬೇಕು ಎಂಬ ಜಟಾಪಟಿಯಲ್ಲಿ: [35, 1034, 214, 1257]
- order-label: ನ್ಯಾಯಾಲಯದ ಅಪ್ಪಣೆಯ ಮೇರೆಗೆ: [1047, 1865, 1199, 1882]
- column-divider: [757, 1358, 758, 2298]
- court-notice-1049: [38, 1358, 751, 2298]
- order-block: [767, 1863, 1480, 1907]
- court-name-bar: ಮಾನ್ಯ ಸಿವಿಲ್ ಜಡ್ಜ್ ಮತ್ತು ಜೆ.ಎಂ.ಎಫ್.ಸಿ ನ್ಯಾಯಾಲಯ, ಜಗಳೂರು: [40, 97, 652, 129]
- svg-text:2 4 7: 2 4 7: [1161, 1091, 1180, 1100]
- bsy-headline: ಕುರ್ಚಿ ಕಿತ್ತಾಟದಿಂದ ಅಭಿವೃದ್ಧಿ ನಿರ್ಲಕ್ಷ್ಯ : ಬಿಎಸ್‌ವೈ: [181, 899, 972, 955]
- court-notice-1048: [765, 1353, 1482, 2301]
